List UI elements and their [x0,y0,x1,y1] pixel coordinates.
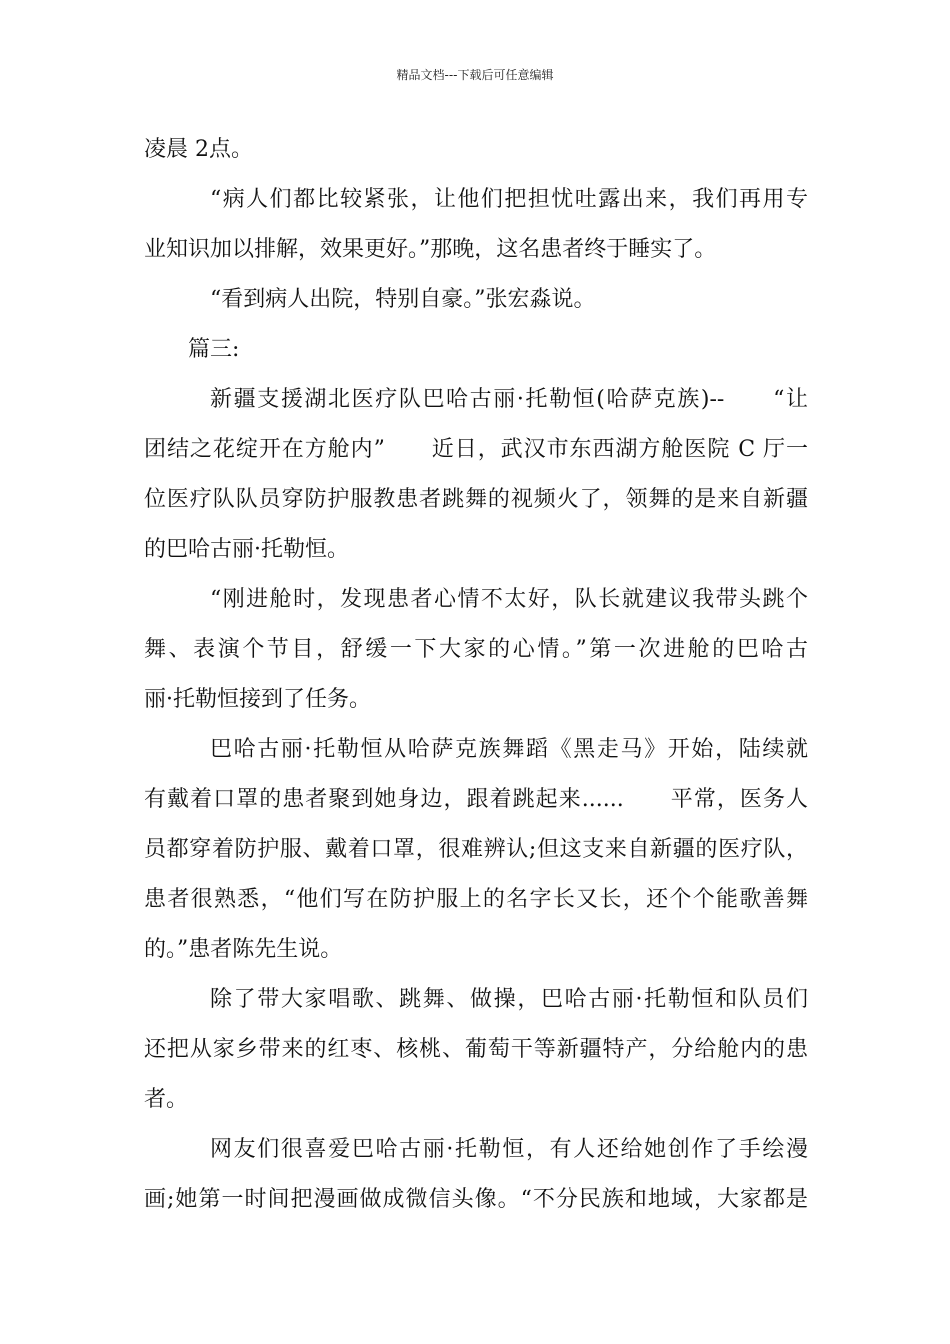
text-line: 画;她第一时间把漫画做成微信头像。“不分民族和地域，大家都是 [144,1187,808,1212]
text-line: 丽·托勒恒接到了任务。 [144,687,371,712]
section-heading: 篇三: [188,337,240,362]
text-line: 舞、表演个节目，舒缓一下大家的心情。”第一次进舱的巴哈古 [144,637,808,662]
text-line: 网友们很喜爱巴哈古丽·托勒恒，有人还给她创作了手绘漫 [210,1137,808,1162]
text-line: 团结之花绽开在方舱内” 近日，武汉市东西湖方舱医院 C 厅一 [144,437,808,462]
text-line: 患者很熟悉，“他们写在防护服上的名字长又长，还个个能歌善舞 [144,887,808,912]
document-body [144,125,808,1225]
text-line: 员都穿着防护服、戴着口罩，很难辨认;但这支来自新疆的医疗队， [144,837,808,862]
text-line: 的。”患者陈先生说。 [144,937,343,962]
text-line: “刚进舱时，发现患者心情不太好，队长就建议我带头跳个 [210,587,808,612]
text-line: 者。 [144,1087,189,1112]
text-line: 新疆支援湖北医疗队巴哈古丽·托勒恒(哈萨克族)-- “让 [210,387,808,412]
text-line: 位医疗队队员穿防护服教患者跳舞的视频火了，领舞的是来自新疆 [144,487,808,512]
text-line: 除了带大家唱歌、跳舞、做操，巴哈古丽·托勒恒和队员们 [210,987,808,1012]
text-line: “病人们都比较紧张，让他们把担忧吐露出来，我们再用专 [210,187,808,212]
text-line: 业知识加以排解，效果更好。”那晚，这名患者终于睡实了。 [144,237,717,262]
page-header: 精品文档---下载后可任意编辑 [396,68,554,82]
text-line: 还把从家乡带来的红枣、核桃、葡萄干等新疆特产，分给舱内的患 [144,1037,808,1062]
text-line: 凌晨 2点。 [144,137,253,162]
text-line: “看到病人出院，特别自豪。”张宏淼说。 [210,287,596,312]
text-line: 巴哈古丽·托勒恒从哈萨克族舞蹈《黑走马》开始，陆续就 [210,737,808,762]
text-line: 有戴着口罩的患者聚到她身边，跟着跳起来...... 平常，医务人 [144,787,808,812]
text-line: 的巴哈古丽·托勒恒。 [144,537,349,562]
